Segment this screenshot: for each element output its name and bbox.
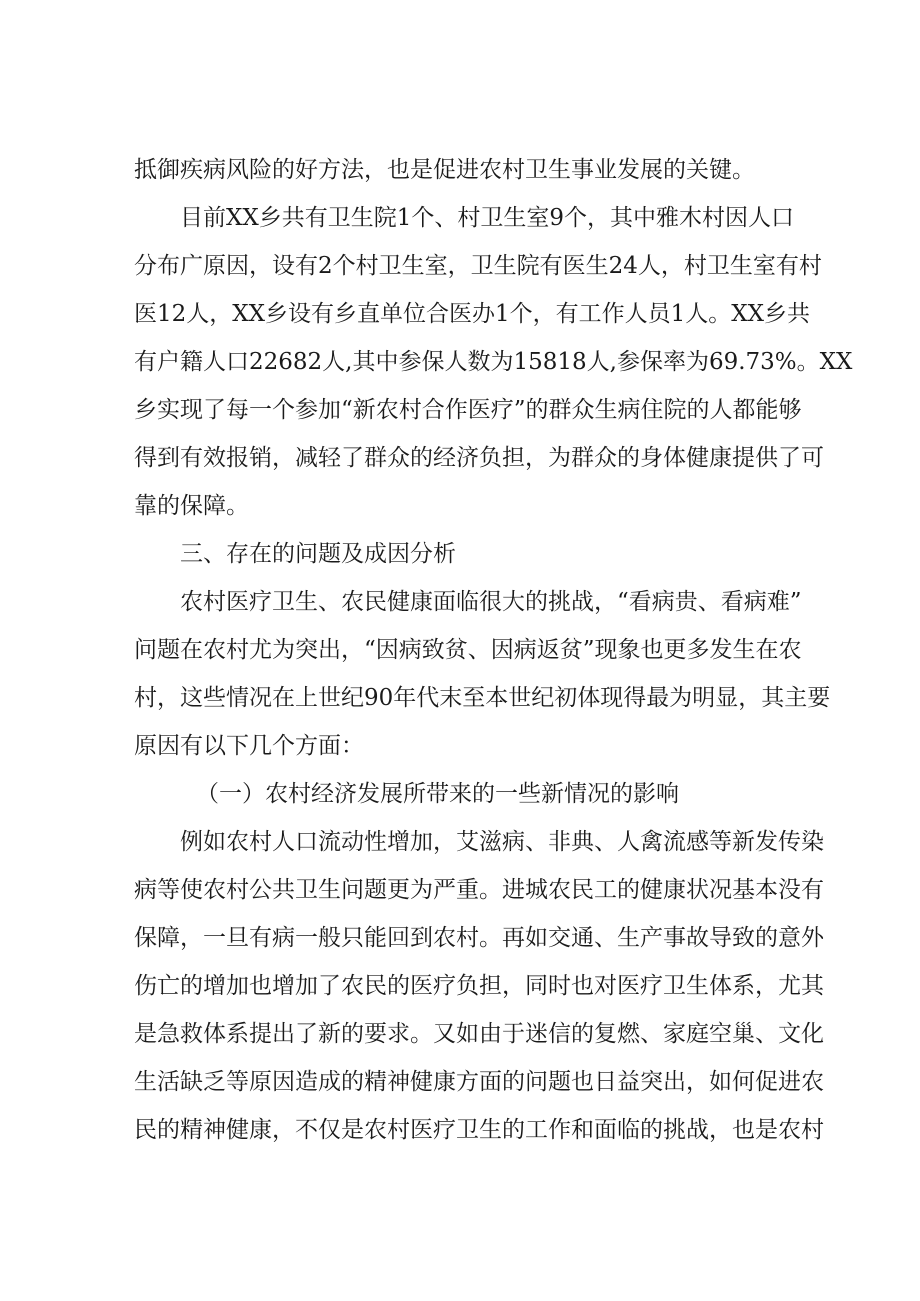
- text-line: 医12人，XX乡设有乡直单位合医办1个，有工作人员1人。XX乡共: [134, 301, 811, 327]
- paragraph-line: 农村医疗卫生、农民健康面临很大的挑战，“看病贵、看病难”: [180, 589, 802, 615]
- text-line: 村，这些情况在上世纪90年代末至本世纪初体现得最为明显，其主要: [134, 685, 831, 711]
- text-line: 生活缺乏等原因造成的精神健康方面的问题也日益突出，如何促进农: [134, 1069, 824, 1095]
- text-line: 伤亡的增加也增加了农民的医疗负担，同时也对医疗卫生体系，尤其: [134, 973, 824, 999]
- text-line: 得到有效报销，减轻了群众的经济负担，为群众的身体健康提供了可: [134, 445, 824, 471]
- subsection-heading: （一）农村经济发展所带来的一些新情况的影响: [196, 781, 679, 807]
- text-line: 有户籍人口22682人,其中参保人数为15818人,参保率为69.73%。XX: [134, 349, 853, 375]
- text-line: 分布广原因，设有2个村卫生室，卫生院有医生24人，村卫生室有村: [134, 253, 822, 279]
- text-line: 病等使农村公共卫生问题更为严重。进城农民工的健康状况基本没有: [134, 877, 824, 903]
- text-line: 乡实现了每一个参加“新农村合作医疗”的群众生病住院的人都能够: [134, 397, 802, 423]
- paragraph-line: 例如农村人口流动性增加，艾滋病、非典、人禽流感等新发传染: [180, 829, 824, 855]
- paragraph-line: 目前XX乡共有卫生院1个、村卫生室9个，其中雅木村因人口: [180, 205, 795, 231]
- text-line: 靠的保障。: [134, 493, 249, 519]
- text-line: 原因有以下几个方面：: [134, 733, 364, 759]
- section-heading: 三、存在的问题及成因分析: [180, 541, 456, 567]
- text-line: 问题在农村尤为突出，“因病致贫、因病返贫”现象也更多发生在农: [134, 637, 802, 663]
- text-line: 是急救体系提出了新的要求。又如由于迷信的复燃、家庭空巢、文化: [134, 1021, 824, 1047]
- text-line: 抵御疾病风险的好方法，也是促进农村卫生事业发展的关键。: [134, 157, 755, 183]
- text-line: 保障，一旦有病一般只能回到农村。再如交通、生产事故导致的意外: [134, 925, 824, 951]
- text-line: 民的精神健康，不仅是农村医疗卫生的工作和面临的挑战，也是农村: [134, 1117, 824, 1143]
